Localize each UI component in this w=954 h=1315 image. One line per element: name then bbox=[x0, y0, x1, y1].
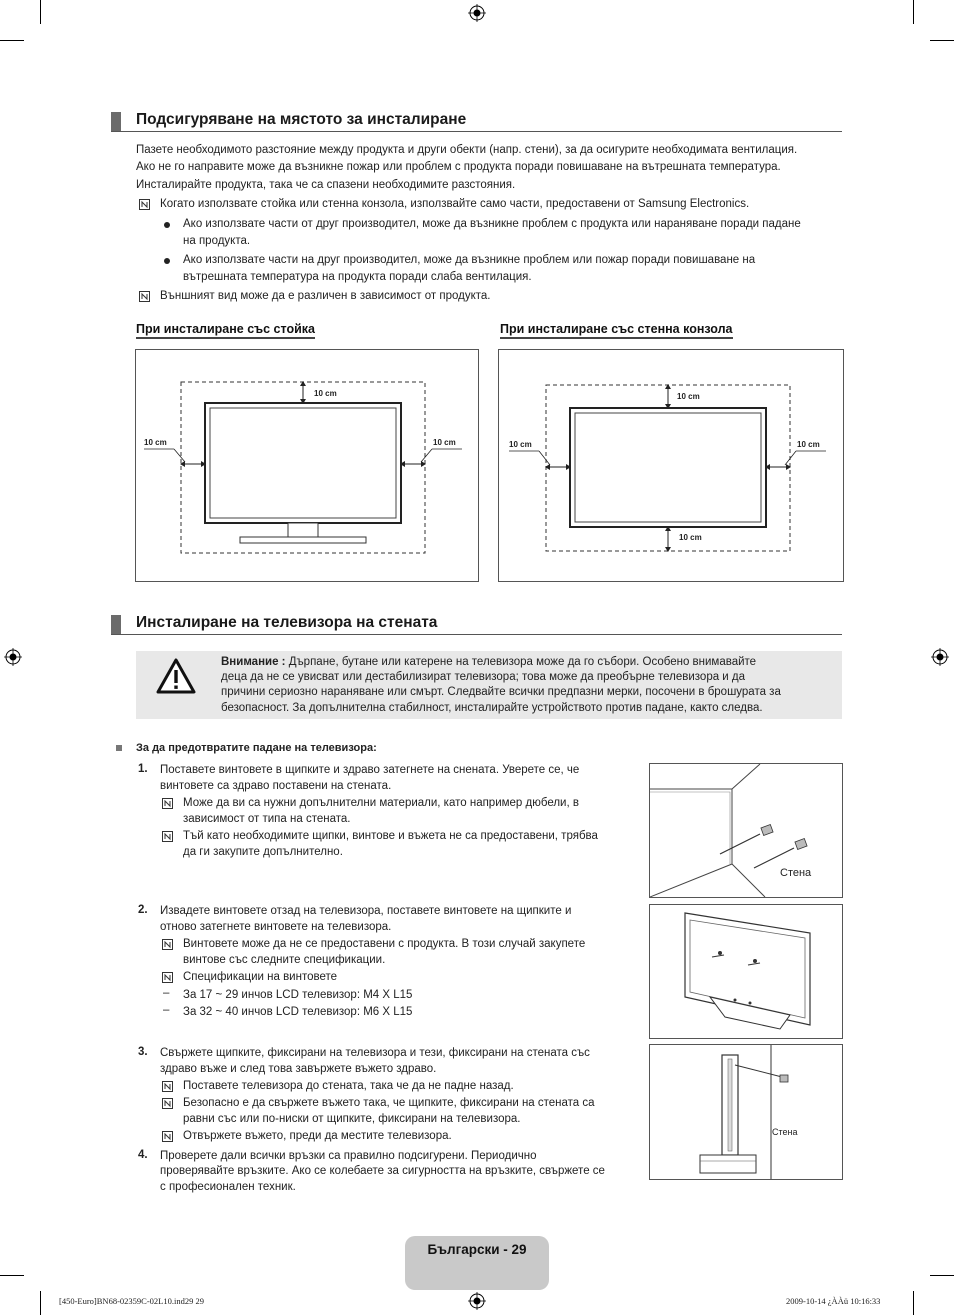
wall-clip-icon bbox=[780, 1075, 788, 1082]
stand-install-heading: При инсталиране със стойка bbox=[136, 322, 315, 339]
registration-mark-icon bbox=[468, 4, 486, 22]
warning-text: Дърпане, бутане или катерене на телевизора може да го събори. Особено внимавайте bbox=[285, 656, 757, 668]
stand-diagram bbox=[135, 349, 479, 582]
step-number: 2. bbox=[138, 904, 148, 916]
section-title: Инсталиране на телевизора на стената bbox=[136, 614, 438, 631]
step1-illustration bbox=[649, 763, 843, 898]
note-icon bbox=[162, 972, 173, 983]
warning-line: безопасност. За допълнителна стабилност, инсталирайте устройството против падане, както следва. bbox=[221, 702, 763, 714]
crop-mark bbox=[0, 1275, 24, 1276]
note-text: зависимост от типа на стената. bbox=[183, 813, 351, 825]
tv-side-wall-drawing bbox=[650, 1045, 842, 1179]
step-number: 3. bbox=[138, 1046, 148, 1058]
warning-box bbox=[136, 651, 842, 719]
note-text: Тъй като необходимите щипки, винтове и въжета не са предоставени, трябва bbox=[183, 830, 598, 842]
wall-label: Стена bbox=[772, 1127, 798, 1137]
dash-bullet: – bbox=[163, 1004, 170, 1016]
step-text: отново затегнете винтовете на телевизора. bbox=[160, 921, 392, 933]
distance-label: 10 cm bbox=[144, 438, 167, 447]
step-text: проверявайте връзките. Ако се колебаете за сигурността на връзките, свържете се bbox=[160, 1165, 605, 1177]
note-icon bbox=[162, 831, 173, 842]
bullet-text: Ако използвате части от друг производител, може да възникне проблем с продукта или нараняване поради падане bbox=[183, 218, 801, 230]
step-text: здраво въже и след това завържете въжето здраво. bbox=[160, 1063, 437, 1075]
crop-mark bbox=[40, 1291, 41, 1315]
note-icon bbox=[139, 199, 150, 210]
section-heading bbox=[111, 614, 842, 635]
date-info: 2009-10-14 ¿ÀÀü 10:16:33 bbox=[786, 1296, 881, 1306]
page-number: Български - 29 bbox=[427, 1242, 527, 1257]
steps-subheading: За да предотвратите падане на телевизора: bbox=[136, 742, 377, 754]
rope-icon bbox=[735, 1065, 782, 1077]
tv-back-drawing bbox=[650, 905, 842, 1038]
note-text: Външният вид може да е различен в зависимост от продукта. bbox=[160, 290, 491, 302]
note-text: Поставете телевизора до стената, така че да не падне назад. bbox=[183, 1080, 514, 1092]
screw-icon bbox=[753, 959, 757, 963]
crop-mark bbox=[930, 1275, 954, 1276]
step-number: 1. bbox=[138, 763, 148, 775]
step-text: Извадете винтовете отзад на телевизора, поставете винтовете на щипките и bbox=[160, 905, 572, 917]
step-text: Свържете щипките, фиксирани на телевизора и тези, фиксирани на стената със bbox=[160, 1047, 590, 1059]
crop-mark bbox=[913, 1291, 914, 1315]
section-title: Подсигуряване на мястото за инсталиране bbox=[136, 111, 467, 128]
wall-corner-drawing bbox=[650, 764, 842, 897]
bullet bbox=[164, 258, 170, 264]
note-text: Спецификации на винтовете bbox=[183, 971, 338, 983]
step-number: 4. bbox=[138, 1149, 148, 1161]
bullet bbox=[164, 222, 170, 228]
registration-mark-icon bbox=[468, 1292, 486, 1310]
note-icon bbox=[139, 291, 150, 302]
step-text: Проверете дали всички връзки са правилно подсигурени. Периодично bbox=[160, 1150, 537, 1162]
dash-bullet: – bbox=[163, 987, 170, 999]
paragraph-line: Инсталирайте продукта, така че са спазени необходимите разстояния. bbox=[136, 179, 516, 191]
heading-bar bbox=[111, 112, 121, 131]
note-text: Когато използвате стойка или стенна конзола, използвайте само части, предоставени от Samsung Electronics. bbox=[160, 198, 750, 210]
note-text: Може да ви са нужни допълнителни материали, като например дюбели, в bbox=[183, 797, 579, 809]
bullet-text: на продукта. bbox=[183, 235, 251, 247]
wall-mount-diagram-drawing bbox=[499, 350, 843, 581]
crop-mark bbox=[913, 0, 914, 24]
distance-label: 10 cm bbox=[677, 392, 700, 401]
warning-line: причини сериозно нараняване или смърт. Следвайте всички предпазни мерки, посочени в брошурата за bbox=[221, 686, 781, 698]
note-icon bbox=[162, 1098, 173, 1109]
note-icon bbox=[162, 1131, 173, 1142]
step-text: Поставете винтовете в щипките и здраво затегнете на снената. Уверете се, че bbox=[160, 764, 580, 776]
distance-label: 10 cm bbox=[433, 438, 456, 447]
heading-bar bbox=[111, 615, 121, 634]
registration-mark-icon bbox=[931, 648, 949, 666]
warning-line: деца да не се увисват или дестабилизират телевизора; това може да преобърне телевизора и да bbox=[221, 671, 746, 683]
spec-line: За 32 ~ 40 инчов LCD телевизор: M6 X L15 bbox=[183, 1006, 413, 1018]
note-text: да ги закупите допълнително. bbox=[183, 846, 343, 858]
warning-label: Внимание : bbox=[221, 656, 286, 668]
file-info: [450-Euro]BN68-02359C-02L10.ind29 29 bbox=[59, 1296, 204, 1306]
registration-mark-icon bbox=[4, 648, 22, 666]
wall-mount-diagram bbox=[498, 349, 844, 582]
paragraph-line: Пазете необходимото разстояние между продукта и други обекти (напр. стени), за да осигурите необходимата вентилация. bbox=[136, 144, 798, 156]
step3-illustration bbox=[649, 1044, 843, 1180]
note-icon bbox=[162, 1081, 173, 1092]
section-heading bbox=[111, 111, 842, 132]
note-text: Винтовете може да не се предоставени с продукта. В този случай закупете bbox=[183, 938, 586, 950]
stand-diagram-drawing bbox=[136, 350, 478, 581]
warning-line bbox=[221, 655, 756, 670]
paragraph-line: Ако не го направите може да възникне пожар или проблем с продукта поради повишаване на вътрешната температура. bbox=[136, 161, 781, 173]
distance-label: 10 cm bbox=[679, 533, 702, 542]
step-text: винтовете са здраво поставени на стената. bbox=[160, 780, 392, 792]
wall-clip-icon bbox=[720, 825, 773, 854]
square-bullet bbox=[116, 745, 122, 751]
bullet-text: вътрешната температура на продукта поради слаба вентилация. bbox=[183, 271, 532, 283]
screw-icon bbox=[718, 951, 722, 955]
page-number-tab bbox=[405, 1236, 549, 1290]
distance-label: 10 cm bbox=[314, 389, 337, 398]
wall-clip-icon bbox=[754, 839, 807, 868]
spec-line: За 17 ~ 29 инчов LCD телевизор: M4 X L15 bbox=[183, 989, 413, 1001]
note-text: Отвържете въжето, преди да местите телевизора. bbox=[183, 1130, 452, 1142]
distance-label: 10 cm bbox=[797, 440, 820, 449]
crop-mark bbox=[0, 40, 24, 41]
crop-mark bbox=[930, 40, 954, 41]
note-icon bbox=[162, 798, 173, 809]
distance-label: 10 cm bbox=[509, 440, 532, 449]
wall-label: Стена bbox=[780, 867, 812, 879]
wall-install-heading: При инсталиране със стенна конзола bbox=[500, 322, 733, 339]
note-text: равни със или по-ниски от щипките, фиксирани на телевизора. bbox=[183, 1113, 521, 1125]
step-text: с професионален техник. bbox=[160, 1181, 296, 1193]
note-text: винтове със следните спецификации. bbox=[183, 954, 386, 966]
warning-triangle-icon bbox=[156, 658, 196, 694]
crop-mark bbox=[40, 0, 41, 24]
step2-illustration bbox=[649, 904, 843, 1039]
bullet-text: Ако използвате части на друг производител, може да възникне проблем или пожар поради повишаване на bbox=[183, 254, 756, 266]
note-icon bbox=[162, 939, 173, 950]
note-text: Безопасно е да свържете въжето така, че щипките, фиксирани на стената са bbox=[183, 1097, 595, 1109]
